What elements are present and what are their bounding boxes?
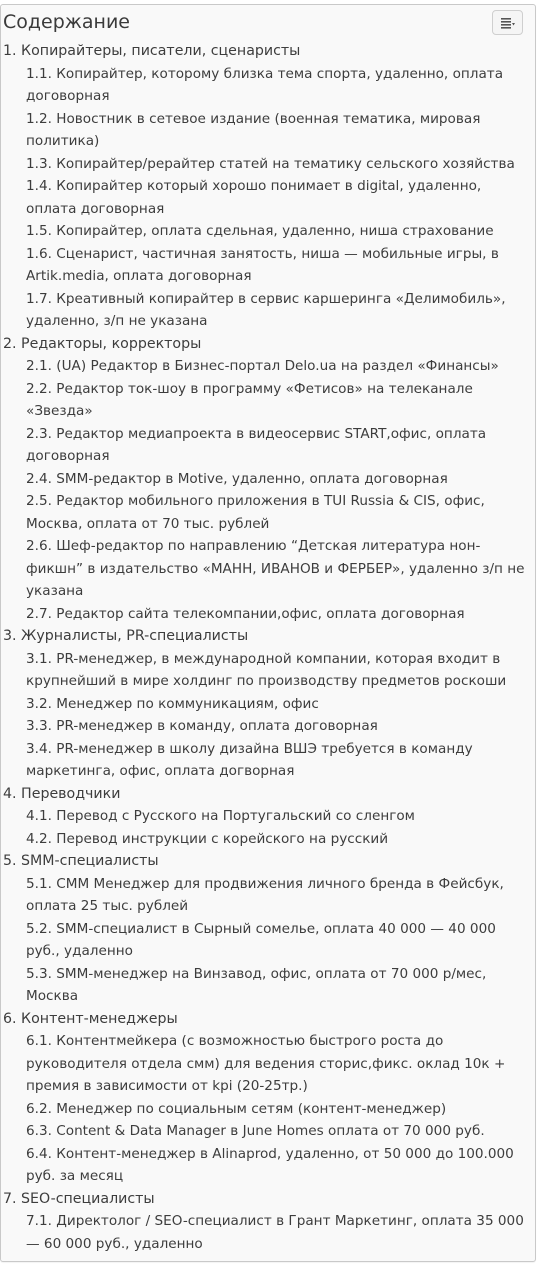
- toc-item-link[interactable]: 6.1. Контентмейкера (с возможностью быстрого роста до руководителя отдела смм) для ведения сторис,фикс. оклад 10к + премия в зависимости от kpi (20-25тр.): [26, 1033, 506, 1094]
- toc-item-link[interactable]: 1.5. Копирайтер, оплата сдельная, удаленно, ниша страхование: [26, 223, 494, 239]
- toc-item-link[interactable]: 1.6. Сценарист, частичная занятость, ниша — мобильные игры, в Artik.media, оплата договорная: [26, 245, 499, 284]
- toc-item-link[interactable]: 3.4. PR-менеджер в школу дизайна ВШЭ требуется в команду маркетинга, офис, оплата догворная: [26, 740, 473, 779]
- toc-list: [1, 40, 537, 1255]
- toc-item-link[interactable]: 2.5. Редактор мобильного приложения в TUI Russia & CIS, офис, Москва, оплата от 70 тыс. рублей: [26, 493, 485, 532]
- toc-section-link[interactable]: 4. Переводчики: [3, 785, 121, 802]
- table-of-contents: [0, 4, 536, 1262]
- toc-section-link[interactable]: 2. Редакторы, корректоры: [3, 335, 202, 352]
- toc-item-link[interactable]: 1.4. Копирайтер который хорошо понимает в digital, удаленно, оплата договорная: [26, 178, 482, 217]
- toc-item-link[interactable]: 2.1. (UA) Редактор в Бизнес-портал Delo.ua на раздел «Финансы»: [26, 358, 499, 374]
- toc-item-link[interactable]: 2.6. Шеф-редактор по направлению “Детская литература нон-фикшн” в издательство «МАНН, ИВАНОВ и ФЕРБЕР», удаленно з/п не указана: [26, 538, 525, 599]
- toc-item-link[interactable]: 4.1. Перевод с Русского на Португальский со сленгом: [26, 808, 415, 824]
- toc-section-link[interactable]: 3. Журналисты, PR-специалисты: [3, 628, 249, 644]
- toc-section-link[interactable]: 5. SMM-специалисты: [3, 853, 159, 869]
- toc-item-link[interactable]: 3.2. Менеджер по коммуникациям, офис: [26, 695, 319, 712]
- toc-item-link[interactable]: 6.3. Content & Data Manager в June Homes оплата от 70 000 руб.: [26, 1123, 485, 1139]
- toc-section-link[interactable]: 1. Копирайтеры, писатели, сценаристы: [3, 43, 301, 59]
- toc-item-link[interactable]: 2.4. SMM-редактор в Motive, удаленно, оплата договорная: [26, 470, 448, 487]
- toc-toggle-button[interactable]: [492, 10, 523, 35]
- toc-item-link[interactable]: 3.3. PR-менеджер в команду, оплата договорная: [26, 718, 378, 734]
- toc-item-link[interactable]: 6.2. Менеджер по социальным сетям (контент-менеджер): [26, 1100, 447, 1117]
- toc-item-link[interactable]: 5.1. CMM Менеджер для продвижения личного бренда в Фейсбук, оплата 25 тыс. рублей: [26, 875, 504, 914]
- toc-item-link[interactable]: 5.3. SMM-менеджер на Винзавод, офис, оплата от 70 000 р/мес, Москва: [26, 965, 487, 1004]
- toc-item-link[interactable]: 3.1. PR-менеджер, в международной компании, которая входит в крупнейший в мире холдинг по производству предметов роскоши: [26, 650, 507, 689]
- toc-item-link[interactable]: 1.1. Копирайтер, которому близка тема спорта, удаленно, оплата договорная: [26, 65, 504, 104]
- toc-item-link[interactable]: 7.1. Директолог / SEO-специалист в Грант Маркетинг, оплата 35 000 — 60 000 руб., удаленно: [26, 1213, 524, 1252]
- toc-item-link[interactable]: 6.4. Контент-менеджер в Alinaprod, удаленно, от 50 000 до 100.000 руб. за месяц: [26, 1145, 514, 1184]
- toc-item-link[interactable]: 4.2. Перевод инструкции с корейского на русский: [26, 830, 389, 847]
- toc-item-link[interactable]: 2.2. Редактор ток-шоу в программу «Фетисов» на телеканале «Звезда»: [26, 380, 473, 419]
- list-toggle-icon: [501, 17, 515, 29]
- toc-item-link[interactable]: 1.2. Новостник в сетевое издание (военная тематика, мировая политика): [26, 110, 481, 149]
- toc-item-link[interactable]: 1.3. Копирайтер/рерайтер статей на тематику сельского хозяйства: [26, 155, 515, 172]
- toc-item-link[interactable]: 5.2. SMM-специалист в Сырный сомелье, оплата 40 000 — 40 000 руб., удаленно: [26, 920, 496, 959]
- toc-section-link[interactable]: 6. Контент-менеджеры: [3, 1010, 178, 1027]
- toc-item-link[interactable]: 2.7. Редактор сайта телекомпании,офис, оплата договорная: [26, 605, 465, 622]
- toc-title: Содержание: [3, 11, 130, 33]
- toc-item-link[interactable]: 1.7. Креативный копирайтер в сервис каршеринга «Делимобиль», удаленно, з/п не указана: [26, 290, 506, 329]
- toc-section-link[interactable]: 7. SEO-специалисты: [3, 1190, 155, 1207]
- toc-item-link[interactable]: 2.3. Редактор медиапроекта в видеосервис START,офис, оплата договорная: [26, 425, 487, 464]
